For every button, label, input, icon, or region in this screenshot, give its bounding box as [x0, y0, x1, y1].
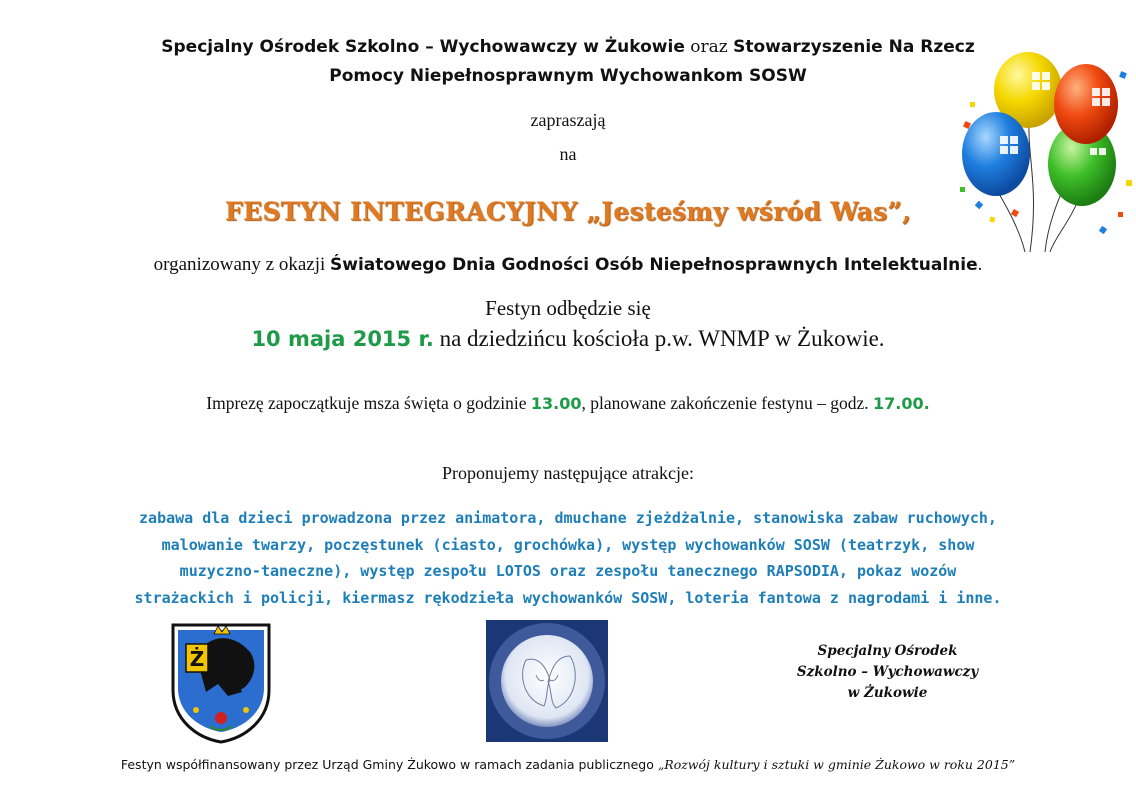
- end-time: 17.00.: [873, 394, 930, 413]
- times-middle: , planowane zakończenie festynu – godz.: [581, 393, 874, 413]
- attractions-list: [30, 505, 1106, 611]
- start-time: 13.00: [530, 394, 582, 413]
- event-title: FESTYN INTEGRACYJNY „Jesteśmy wśród Was”,: [224, 197, 912, 226]
- funding-task-name: „Rozwój kultury i sztuki w gminie Żukowo w roku 2015”: [657, 757, 1016, 772]
- event-date: 10 maja 2015 r.: [251, 327, 434, 351]
- invite-line-1: zapraszają: [530, 110, 606, 130]
- attractions-line: muzyczno-taneczne), występ zespołu LOTOS oraz zespołu tanecznego RAPSODIA, pokaz wozów: [179, 562, 957, 580]
- schedule-intro: Festyn odbędzie się: [485, 296, 651, 320]
- attractions-line: strażackich i policji, kiermasz rękodzieła wychowanków SOSW, loteria fantowa z nagrodami i inne.: [134, 588, 1002, 607]
- organizer-association-part1: Stowarzyszenie Na Rzecz: [733, 37, 975, 57]
- invite-line-2: na: [559, 144, 577, 164]
- funding-footer: [0, 757, 1136, 772]
- schedule-date-place: [0, 326, 1136, 352]
- organizer-association-part2: Pomocy Niepełnosprawnym Wychowankom SOSW: [329, 66, 807, 86]
- attractions-line: malowanie twarzy, poczęstunek (ciasto, grochówka), występ wychowanków SOSW (teatrzyk, show: [161, 535, 975, 554]
- times-prefix: Imprezę zapoczątkuje msza święta o godzinie: [206, 393, 531, 413]
- event-place: na dziedzińcu kościoła p.w. WNMP w Żukowie.: [433, 326, 885, 351]
- balloons-illustration: [950, 52, 1136, 252]
- signature-line: Specjalny Ośrodek: [817, 643, 958, 659]
- event-times: [0, 393, 1136, 414]
- organizer-school: Specjalny Ośrodek Szkolno – Wychowawczy w Żukowie: [161, 37, 685, 57]
- attractions-intro: Proponujemy następujące atrakcje:: [442, 463, 694, 483]
- occasion-suffix: .: [977, 254, 983, 275]
- attractions-line: zabawa dla dzieci prowadzona przez animatora, dmuchane zjeżdżalnie, stanowiska zabaw ruchowych,: [139, 509, 997, 527]
- svg-text:Ż: Ż: [189, 647, 205, 671]
- signature-line: w Żukowie: [847, 685, 928, 701]
- occasion-name: Światowego Dnia Godności Osób Niepełnosprawnych Intelektualnie: [330, 255, 978, 275]
- organizer-conjunction: oraz: [684, 37, 734, 57]
- occasion-prefix: organizowany z okazji: [153, 254, 331, 275]
- zukowo-coat-of-arms: [170, 622, 272, 744]
- signature-block: [760, 641, 1015, 704]
- medal-portrait-emblem: [486, 620, 608, 742]
- funding-text: Festyn współfinansowany przez Urząd Gminy Żukowo w ramach zadania publicznego: [120, 757, 658, 772]
- signature-line: Szkolno – Wychowawczy: [796, 664, 979, 680]
- occasion-line: [0, 254, 1136, 276]
